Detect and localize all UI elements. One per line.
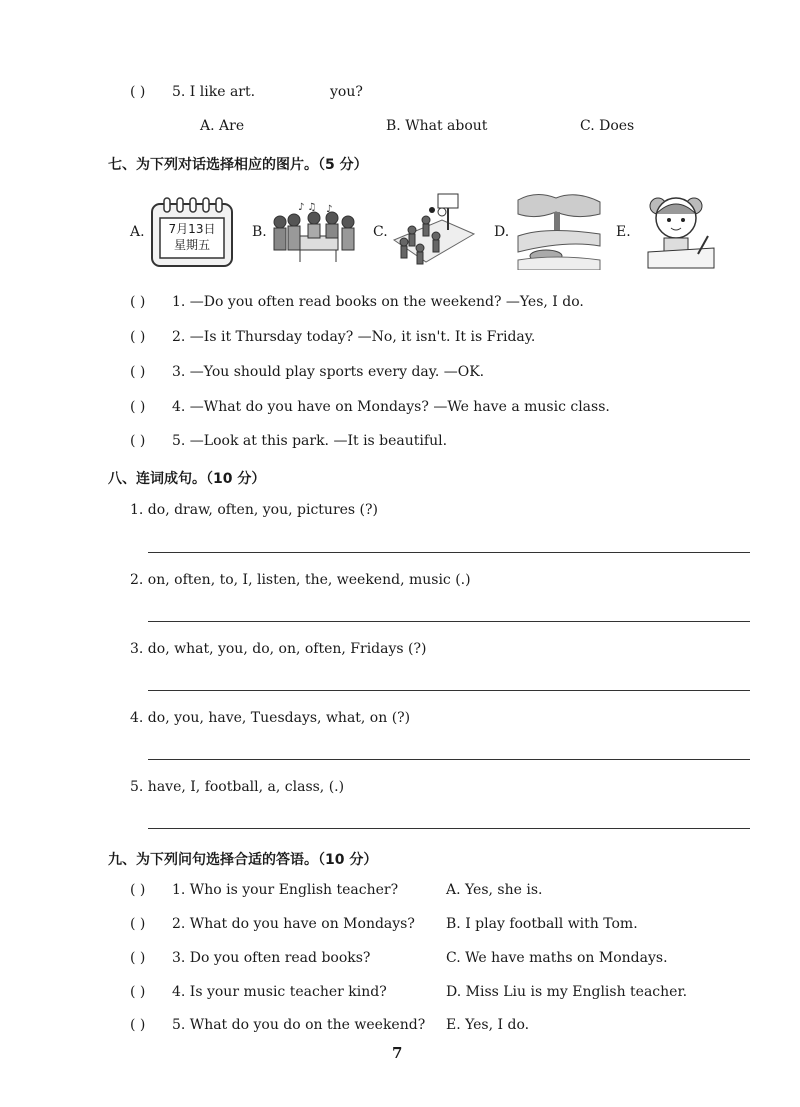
answer-e: E. Yes, I do. [446, 1017, 530, 1033]
answer-paren[interactable]: ( ) [130, 399, 146, 415]
girl-drawing-picture [638, 192, 718, 270]
answer-c: C. We have maths on Mondays. [446, 950, 668, 966]
answer-b: B. I play football with Tom. [446, 916, 638, 932]
picture-label-b: B. [252, 224, 267, 240]
dialogue-item-3: 3. —You should play sports every day. —OK. [172, 364, 485, 380]
answer-paren[interactable]: ( ) [130, 433, 146, 449]
section-7-title: 七、为下列对话选择相应的图片。（5 分） [108, 157, 368, 173]
dialogue-item-5: 5. —Look at this park. —It is beautiful. [172, 433, 448, 449]
scramble-item-5: 5. have, I, football, a, class, (.) [130, 779, 345, 795]
picture-label-a: A. [130, 224, 145, 240]
question-1: 1. Who is your English teacher? [172, 882, 399, 898]
calendar-picture [150, 196, 234, 268]
answer-paren[interactable]: ( ) [130, 364, 146, 380]
dialogue-item-2: 2. —Is it Thursday today? —No, it isn't. It is Friday. [172, 329, 536, 345]
question-2: 2. What do you have on Mondays? [172, 916, 415, 932]
calendar-weekday: 星期五 [173, 238, 210, 252]
answer-line[interactable] [148, 621, 750, 622]
answer-paren[interactable]: ( ) [130, 984, 146, 1000]
answer-paren[interactable]: ( ) [130, 1017, 146, 1033]
dialogue-item-4: 4. —What do you have on Mondays? —We have a music class. [172, 399, 610, 415]
answer-paren[interactable]: ( ) [130, 84, 146, 100]
question-5: 5. What do you do on the weekend? [172, 1017, 426, 1033]
option-b: B. What about [386, 118, 488, 134]
section-9-title: 九、为下列问句选择合适的答语。（10 分） [108, 852, 378, 868]
question-3: 3. Do you often read books? [172, 950, 371, 966]
answer-paren[interactable]: ( ) [130, 950, 146, 966]
answer-d: D. Miss Liu is my English teacher. [446, 984, 688, 1000]
answer-paren[interactable]: ( ) [130, 882, 146, 898]
option-c: C. Does [580, 118, 635, 134]
picture-label-e: E. [616, 224, 631, 240]
calendar-date: 7月13日 [168, 222, 216, 236]
svg-text:♪ ♫: ♪ ♫ [298, 202, 317, 213]
option-a: A. Are [200, 118, 245, 134]
question-text: 5. I like art. [172, 84, 256, 100]
dialogue-item-1: 1. —Do you often read books on the weekend? —Yes, I do. [172, 294, 584, 310]
page-number: 7 [392, 1044, 403, 1062]
picture-label-c: C. [373, 224, 388, 240]
answer-a: A. Yes, she is. [446, 882, 543, 898]
sports-picture [392, 190, 476, 270]
question-blank-text: you? [330, 84, 363, 100]
music-class-picture [268, 200, 360, 264]
answer-line[interactable] [148, 828, 750, 829]
scramble-item-4: 4. do, you, have, Tuesdays, what, on (?) [130, 710, 411, 726]
section-8-title: 八、连词成句。（10 分） [108, 471, 266, 487]
scramble-item-2: 2. on, often, to, I, listen, the, weekend, music (.) [130, 572, 471, 588]
svg-text:♪: ♪ [326, 204, 333, 215]
answer-line[interactable] [148, 552, 750, 553]
scramble-item-1: 1. do, draw, often, you, pictures (?) [130, 502, 378, 518]
question-4: 4. Is your music teacher kind? [172, 984, 387, 1000]
answer-paren[interactable]: ( ) [130, 329, 146, 345]
scramble-item-3: 3. do, what, you, do, on, often, Fridays (?) [130, 641, 427, 657]
picture-label-d: D. [494, 224, 510, 240]
answer-paren[interactable]: ( ) [130, 916, 146, 932]
answer-line[interactable] [148, 759, 750, 760]
park-picture [516, 190, 602, 270]
answer-line[interactable] [148, 690, 750, 691]
answer-paren[interactable]: ( ) [130, 294, 146, 310]
